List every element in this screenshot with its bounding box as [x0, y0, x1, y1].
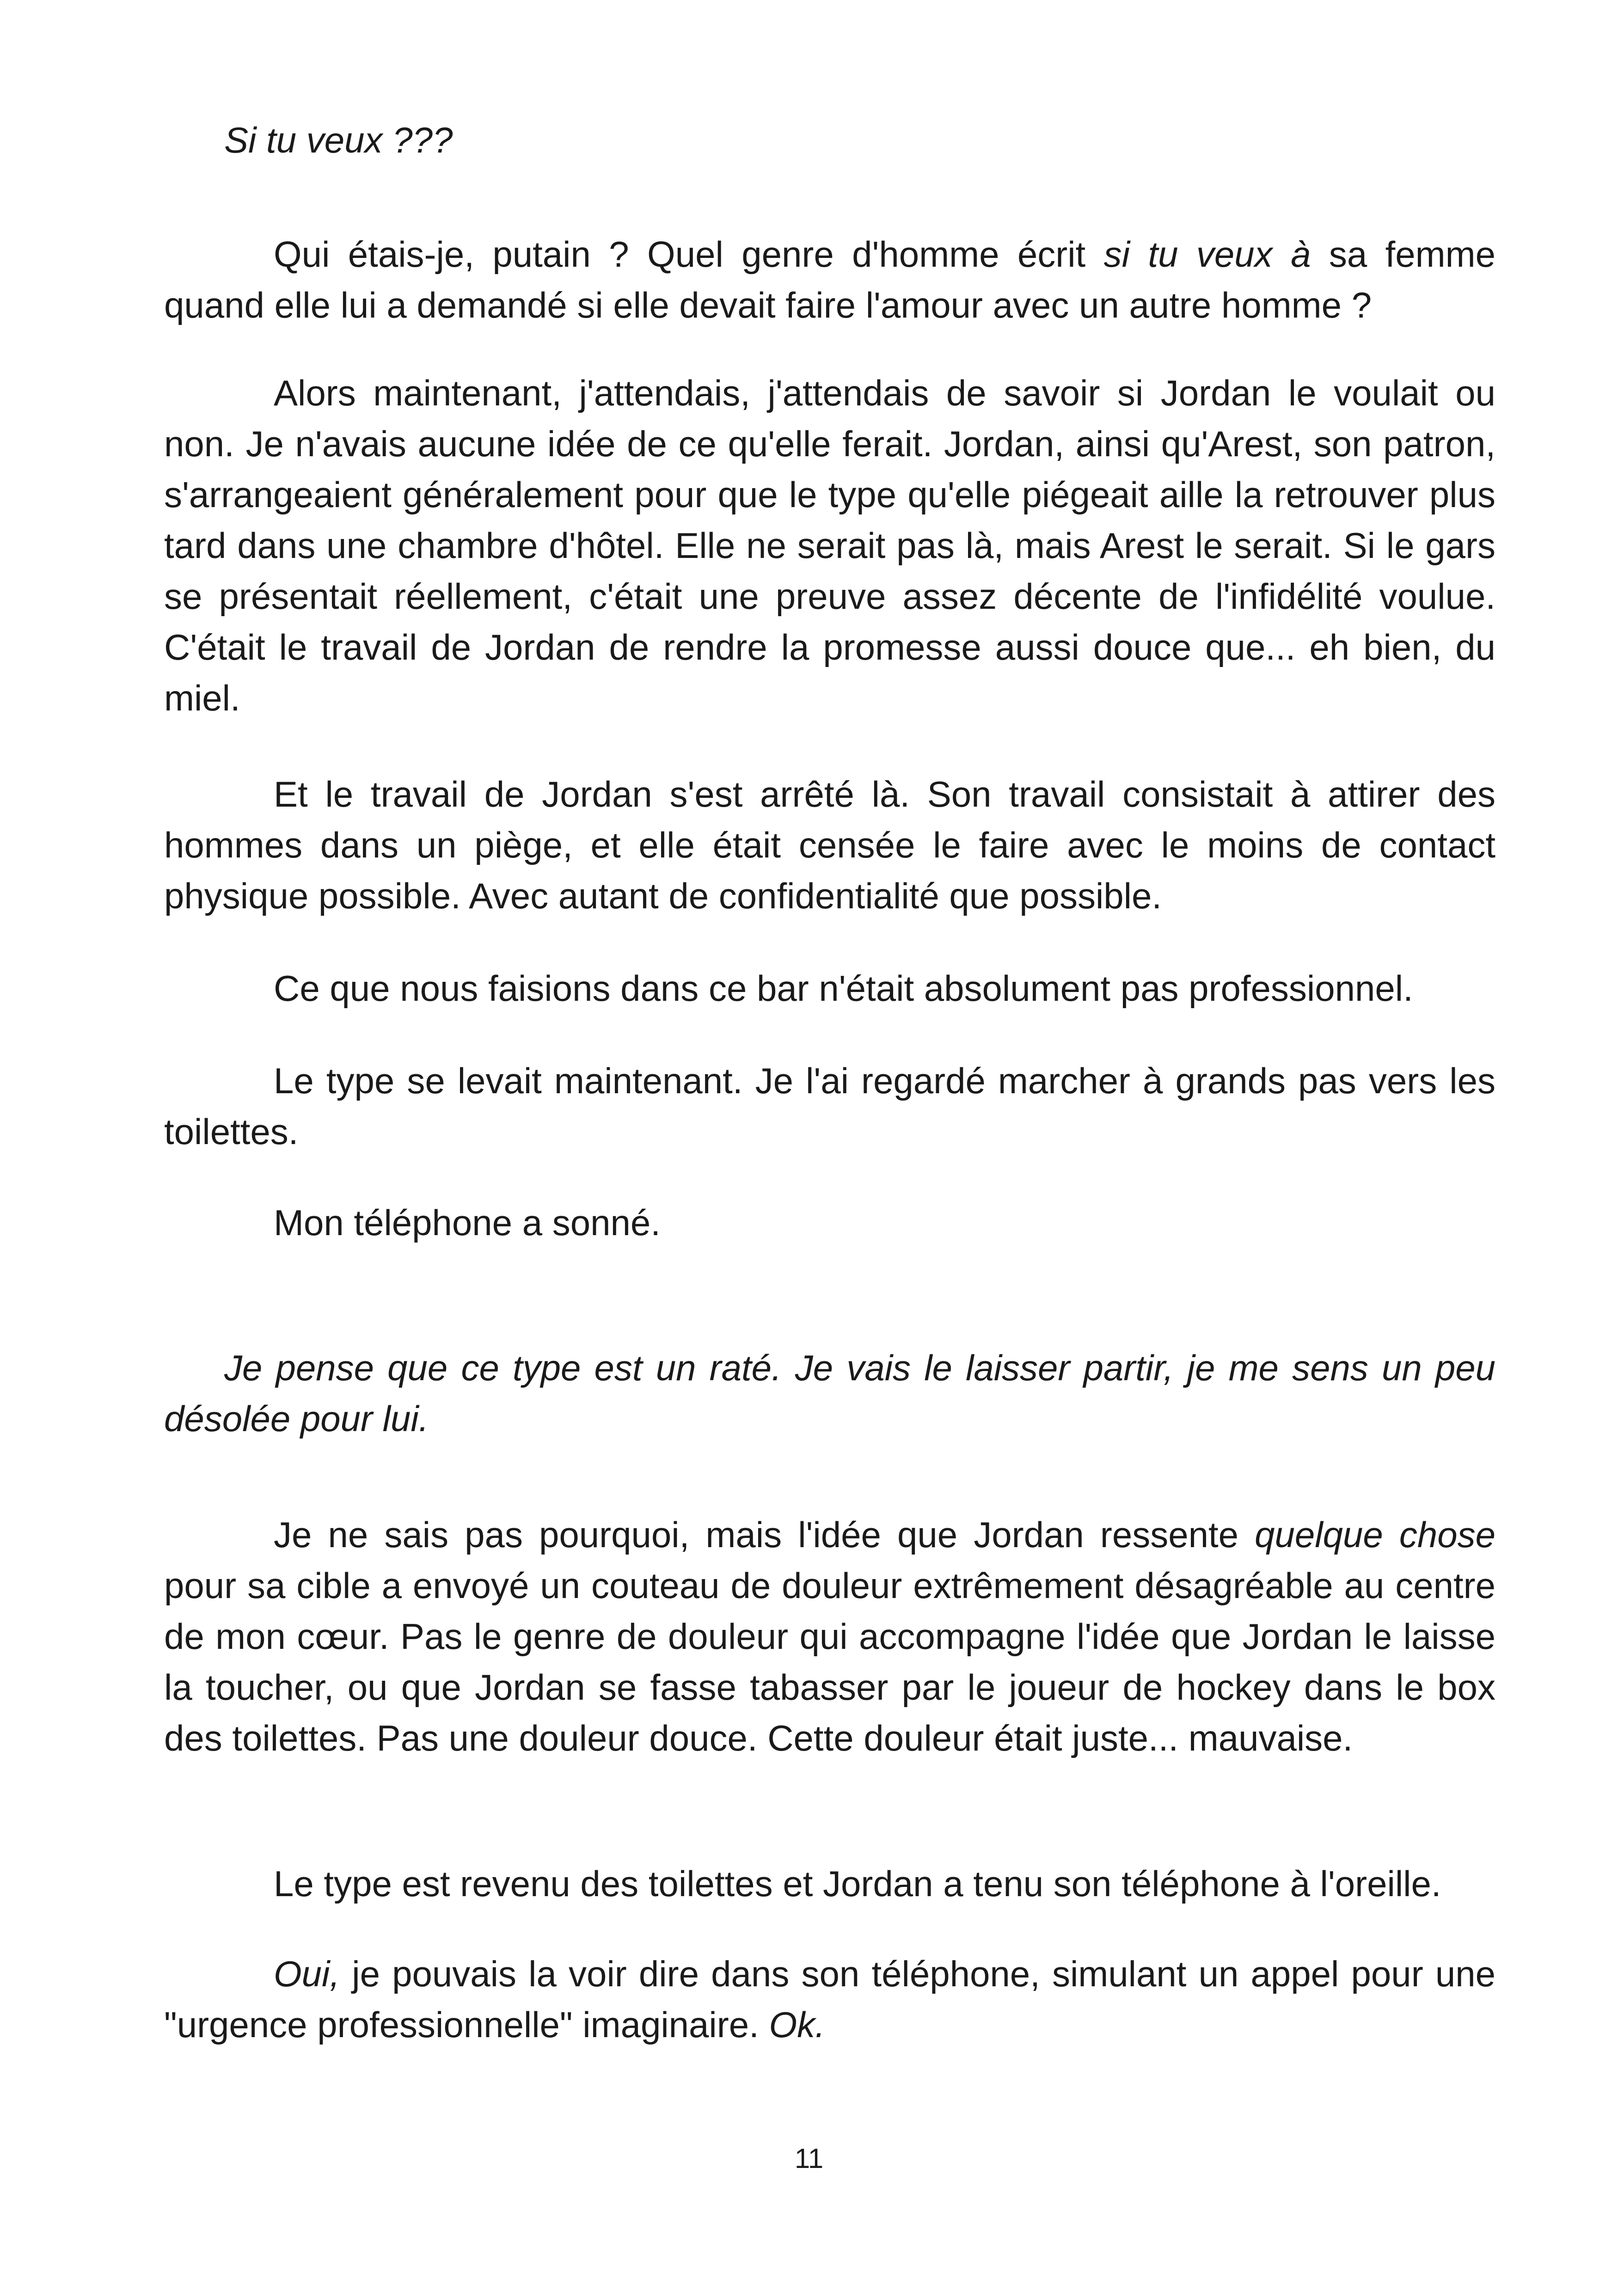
text-run: Alors maintenant, j'attendais, j'attendais de savoir si Jordan le voulait ou non. Je n'avais aucune idée de ce qu'elle ferait. Jordan, ainsi qu'Arest, son patron, s'arrangeaient généralement pour que le type qu'elle piégeait aille la retrouver plus tard dans une chambre d'hôtel. Elle ne serait pas là, mais Arest le serait. Si le gars se présentait réellement, c'était une preuve assez décente de l'infidélité voulue. C'était le travail de Jordan de rendre la promesse aussi douce que... eh bien, du miel. — [164, 373, 1495, 718]
italic-run: Je pense que ce type est un raté. Je vais le laisser partir, je me sens un peu désolée pour lui. — [164, 1347, 1495, 1439]
text-run: Qui étais-je, putain ? Quel genre d'homme écrit — [274, 234, 1104, 275]
body-paragraph — [164, 1509, 1495, 1763]
text-run: Ce que nous faisions dans ce bar n'était absolument pas professionnel. — [274, 968, 1413, 1009]
body-paragraph — [164, 1858, 1495, 1909]
text-run: Et le travail de Jordan s'est arrêté là. Son travail consistait à attirer des hommes dans un piège, et elle était censée le faire avec le moins de contact physique possible. Avec autant de confidentialité que possible. — [164, 774, 1495, 916]
text-run: Je ne sais pas pourquoi, mais l'idée que Jordan ressente — [274, 1514, 1255, 1555]
text-run: Le type se levait maintenant. Je l'ai regardé marcher à grands pas vers les toilettes. — [164, 1060, 1495, 1152]
italic-run: quelque chose — [1255, 1514, 1495, 1555]
text-run: sa femme quand elle lui a demandé si elle devait faire l'amour avec un autre homme ? — [164, 234, 1495, 325]
text-message-paragraph — [164, 1342, 1495, 1444]
italic-run: Ok. — [769, 2004, 825, 2045]
body-paragraph — [164, 1948, 1495, 2050]
page-number: 11 — [794, 2143, 824, 2174]
body-paragraph — [164, 963, 1495, 1014]
text-run: Mon téléphone a sonné. — [274, 1202, 661, 1243]
italic-run: Oui, — [274, 1953, 340, 1994]
text-message-paragraph — [164, 115, 1495, 165]
body-paragraph — [164, 229, 1495, 331]
text-run: pour sa cible a envoyé un couteau de douleur extrêmement désagréable au centre de mon cœur. Pas le genre de douleur qui accompagne l'idée que Jordan le laisse la toucher, ou que Jordan se fasse tabasser par le joueur de hockey dans le box des toilettes. Pas une douleur douce. Cette douleur était juste... mauvaise. — [164, 1565, 1495, 1758]
body-paragraph — [164, 1197, 1495, 1248]
body-paragraph — [164, 367, 1495, 723]
text-run: je pouvais la voir dire dans son téléphone, simulant un appel pour une "urgence professionnelle" imaginaire. — [164, 1953, 1495, 2045]
italic-run: Si tu veux ??? — [224, 120, 453, 160]
body-paragraph — [164, 1055, 1495, 1157]
body-paragraph — [164, 769, 1495, 921]
italic-run: si tu veux à — [1103, 234, 1311, 275]
text-run: Le type est revenu des toilettes et Jordan a tenu son téléphone à l'oreille. — [274, 1863, 1441, 1904]
